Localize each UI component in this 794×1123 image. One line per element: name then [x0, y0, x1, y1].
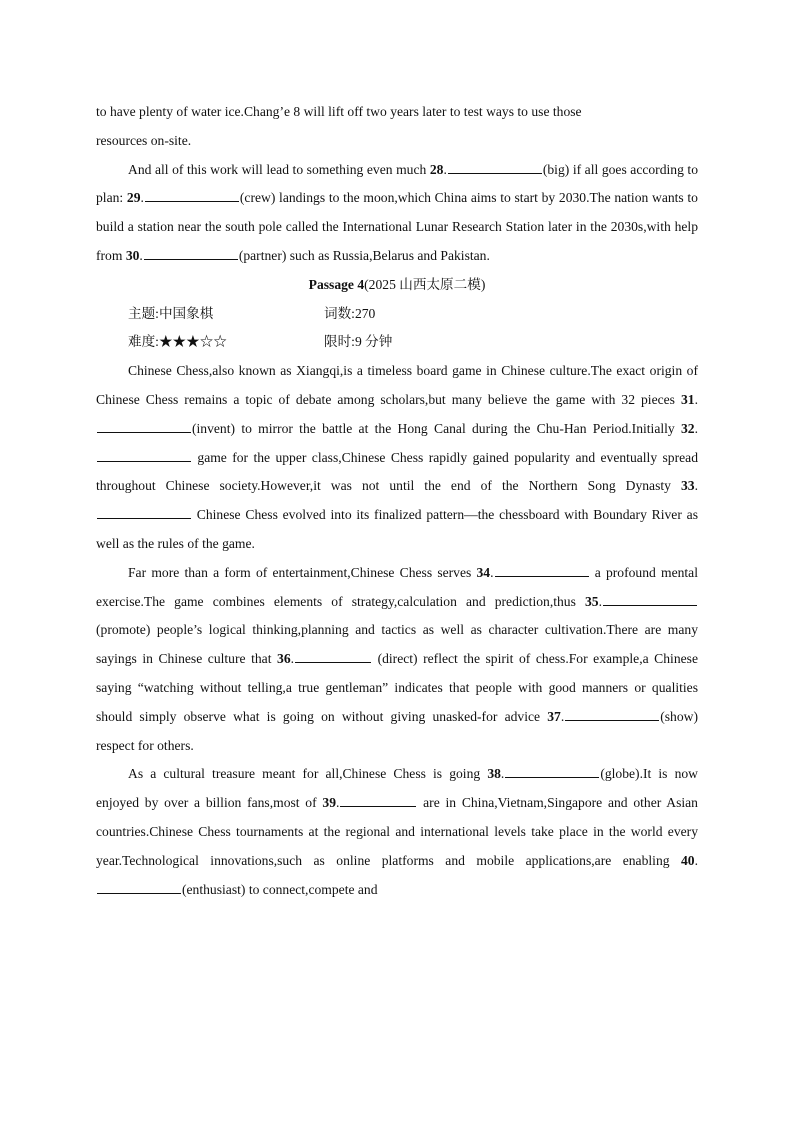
question-number-39: 39: [322, 795, 336, 811]
question-number-40: 40: [681, 852, 695, 868]
question-number-34: 34: [476, 564, 491, 580]
question-number-38: 38: [487, 766, 501, 782]
text-run: (enthusiast) to connect,compete and: [182, 881, 378, 897]
text-line: resources on-site.: [96, 132, 192, 148]
text-run: As a cultural treasure meant for all,Chinese Chess is going: [128, 766, 488, 782]
answer-blank-32[interactable]: [97, 446, 191, 462]
answer-blank-39[interactable]: [340, 791, 416, 807]
passage-difficulty: 难度:★★★☆☆: [128, 334, 227, 350]
answer-blank-37[interactable]: [565, 705, 659, 721]
text-run: (globe).It is now enjoyed by over a billion fans,most of: [96, 766, 699, 811]
passage-title: [96, 271, 698, 300]
paragraph-future-missions: And all of this work will lead to something even much 28. (big) if all goes according to plan: 29. (crew) landings to the moon,which China aims to start by 2030.The nation wants to build a station near the south pole called the International Lunar Research Station later in the 2030s,with help from 30. (partner) such as Russia,Belarus and Pakistan.: [96, 156, 698, 271]
text-run: And all of this work will lead to something even much: [128, 161, 430, 177]
paragraph-mental-exercise: Far more than a form of entertainment,Chinese Chess serves 34. a profound mental exercise.The game combines elements of strategy,calculation and prediction,thus 35.(promote) people’s logical thinking,planning and tactics as well as character cultivation.There are many sayings in Chinese culture that 36. (direct) reflect the spirit of chess.For example,a Chinese saying “watching without telling,a true gentleman” indicates that people with good manners or qualities should simply observe what is going on without giving unasked-for advice 37. (show) respect for others.: [96, 559, 698, 761]
question-number-35: 35: [585, 593, 599, 609]
text-run: (invent) to mirror the battle at the Hong Canal during the Chu-Han Period.Initially: [192, 420, 681, 436]
paragraph-continuation: [96, 98, 698, 156]
answer-blank-35[interactable]: [603, 590, 697, 606]
text-run: game for the upper class,Chinese Chess rapidly gained popularity and eventually spread throughout Chinese society.However,it was not until the end of the Northern Song Dynasty: [96, 449, 698, 494]
question-number-31: 31: [681, 391, 695, 407]
answer-blank-31[interactable]: [97, 417, 191, 433]
text-run: (direct) reflect the spirit of chess.For example,a Chinese saying “watching without telling,a true gentleman” indicates that people with good manners or qualities should simply observe what is going on without giving unasked-for advice: [96, 651, 698, 724]
text-run: (show) respect for others.: [96, 708, 698, 753]
paragraph-cultural-treasure: As a cultural treasure meant for all,Chinese Chess is going 38. (globe).It is now enjoyed by over a billion fans,most of 39. are in China,Vietnam,Singapore and other Asian countries.Chinese Chess tournaments at the regional and international levels take place in the world every year.Technological innovations,such as online platforms and mobile applications,are enabling 40.(enthusiast) to connect,compete and: [96, 760, 698, 904]
answer-blank-28[interactable]: [448, 158, 542, 174]
answer-blank-34[interactable]: [495, 561, 589, 577]
text-run: (big) if all goes according to plan:: [96, 161, 699, 206]
answer-blank-40[interactable]: [97, 878, 181, 894]
passage-word-count: 词数:270: [324, 305, 376, 321]
answer-blank-30[interactable]: [144, 244, 238, 260]
text-run: Far more than a form of entertainment,Chinese Chess serves: [128, 564, 477, 580]
paragraph-origin: Chinese Chess,also known as Xiangqi,is a timeless board game in Chinese culture.The exact origin of Chinese Chess remains a topic of debate among scholars,but many believe the game with 32 pieces 31.(invent) to mirror the battle at the Hong Canal during the Chu-Han Period.Initially 32. game for the upper class,Chinese Chess rapidly gained popularity and eventually spread throughout Chinese society.However,it was not until the end of the Northern Song Dynasty 33. Chinese Chess evolved into its finalized pattern—the chessboard with Boundary River as well as the rules of the game.: [96, 363, 698, 551]
question-number-29: 29: [126, 190, 141, 206]
text-run: Chinese Chess evolved into its finalized pattern—the chessboard with Boundary River as well as the rules of the game.: [96, 507, 698, 551]
answer-blank-38[interactable]: [505, 762, 599, 778]
passage-source: (2025 山西太原二模): [364, 276, 486, 292]
question-number-37: 37: [547, 708, 561, 724]
answer-blank-36[interactable]: [295, 647, 371, 663]
text-run: (crew) landings to the moon,which China aims to start by 2030.The nation wants to build a station near the south pole called the International Lunar Research Station later in the 2030s,with help from: [96, 190, 698, 263]
answer-blank-33[interactable]: [97, 503, 191, 519]
question-number-30: 30: [125, 247, 140, 263]
question-number-28: 28: [429, 161, 444, 177]
passage-topic: 主题:中国象棋: [128, 305, 214, 321]
answer-blank-29[interactable]: [145, 186, 239, 202]
passage-meta-row-1: [96, 300, 698, 329]
question-number-33: 33: [681, 478, 695, 494]
text-run: (partner) such as Russia,Belarus and Pakistan.: [238, 247, 490, 263]
text-run: a profound mental exercise.The game combines elements of strategy,calculation and prediction,thus: [96, 564, 698, 609]
question-number-36: 36: [277, 651, 291, 667]
text-run: Chinese Chess,also known as Xiangqi,is a timeless board game in Chinese culture.The exact origin of Chinese Chess remains a topic of debate among scholars,but many believe the game with 32 pieces: [96, 363, 698, 407]
text-run: are in China,Vietnam,Singapore and other Asian countries.Chinese Chess tournaments at the regional and international levels take place in the world every year.Technological innovations,such as online platforms and mobile applications,are enabling: [96, 795, 698, 868]
text-line: to have plenty of water ice.Chang’e 8 will lift off two years later to test ways to use those: [96, 104, 582, 119]
passage-title-text: Passage 4: [308, 276, 365, 292]
question-number-32: 32: [681, 420, 695, 436]
text-run: (promote) people’s logical thinking,planning and tactics as well as character cultivation.There are many sayings in Chinese culture that: [96, 622, 698, 667]
passage-time-limit: 限时:9 分钟: [324, 334, 393, 350]
passage-meta-row-2: [96, 328, 698, 357]
